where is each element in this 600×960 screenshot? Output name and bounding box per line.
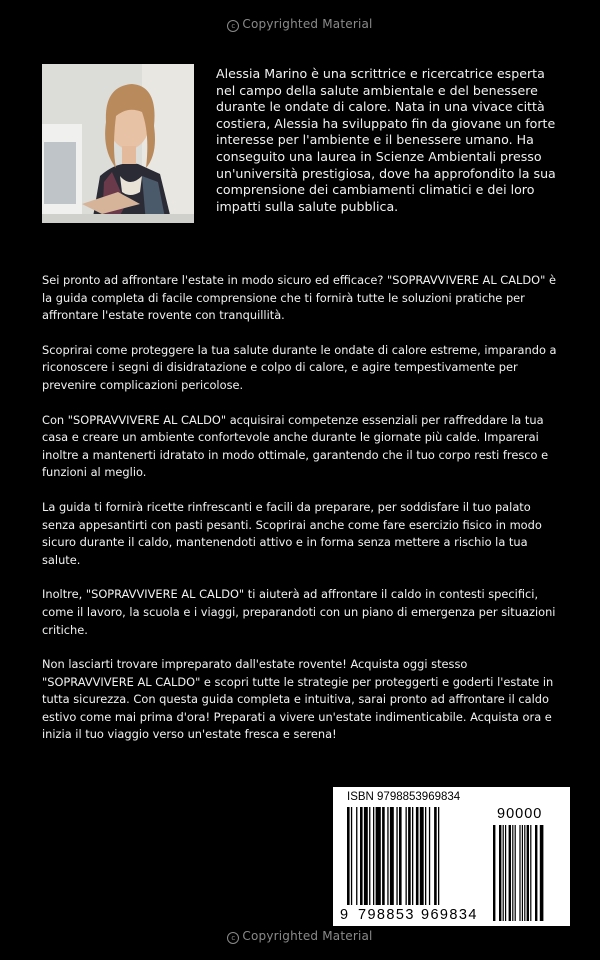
description-paragraph: La guida ti fornirà ricette rinfrescanti e facili da preparare, per soddisfare il tuo palato senza appesantirti con pasti pesanti. Scoprirai anche come fare esercizio fisico in modo sicuro durante il caldo, mantenendoti attivo e in forma senza mettere a rischio la tua salute. (42, 499, 542, 567)
copyright-icon: c (227, 932, 239, 944)
price-code: 90000 (497, 806, 543, 822)
barcode-bars (333, 787, 570, 926)
description-paragraph: Con "SOPRAVVIVERE AL CALDO" acquisirai competenze essenziali per raffreddare la tua casa e creare un ambiente confortevole anche durante le giornate più calde. Imparerai inoltre a mantenerti idratato in modo ottimale, garantendo che il tuo corpo resti fresco e funzioni al meglio. (42, 412, 549, 480)
author-bio: Alessia Marino è una scrittrice e ricercatrice esperta nel campo della salute ambientale e del benessere durante le ondate di calore. Nata in una vivace città costiera, Alessia ha sviluppato fin da giovane un forte interesse per l'ambiente e il benessere umano. Ha conseguito una laurea in Scienze Ambientali presso un'università prestigiosa, dove ha approfondito la sua comprensione dei cambiamenti climatici e dei loro impatti sulla salute pubblica. (216, 66, 556, 214)
description-paragraph: Sei pronto ad affrontare l'estate in modo sicuro ed efficace? "SOPRAVVIVERE AL CALDO" è la guida completa di facile comprensione che ti fornirà tutte le soluzioni pratiche per affrontare l'estate rovente con tranquillità. (42, 273, 556, 323)
barcode-digits-right: 969834 (421, 907, 478, 923)
description-paragraph: Non lasciarti trovare impreparato dall'estate rovente! Acquista oggi stesso "SOPRAVVIVERE AL CALDO" e scopri tutte le strategie per proteggerti e goderti l'estate in tutta sicurezza. Con questa guida completa e intuitiva, sarai pronto ad affrontare il caldo estivo come mai prima d'ora! Preparati a vivere un'estate indimenticabile. Acquista ora e inizia il tuo viaggio verso un'estate fresca e serena! (42, 657, 554, 742)
description-paragraph: Scoprirai come proteggere la tua salute durante le ondate di calore estreme, imparando a riconoscere i segni di disidratazione e colpo di calore, e agire tempestivamente per prevenire complicazioni pericolose. (42, 342, 557, 392)
author-photo (42, 64, 194, 223)
isbn-barcode (333, 787, 570, 926)
description-paragraph: Inoltre, "SOPRAVVIVERE AL CALDO" ti aiuterà ad affrontare il caldo in contesti specifici, come il lavoro, la scuola e i viaggi, preparandoti con un piano di emergenza per situazioni critiche. (42, 587, 556, 637)
watermark-bottom (0, 929, 600, 944)
watermark-top (0, 17, 600, 32)
watermark-text: Copyrighted Material (242, 929, 373, 943)
barcode-digit-first: 9 (340, 907, 350, 923)
watermark-text: Copyrighted Material (242, 17, 373, 31)
isbn-label: ISBN 9798853969834 (347, 791, 461, 803)
back-cover-description (42, 272, 562, 761)
barcode-digits-left: 798853 (358, 907, 415, 923)
copyright-icon: c (227, 20, 239, 32)
